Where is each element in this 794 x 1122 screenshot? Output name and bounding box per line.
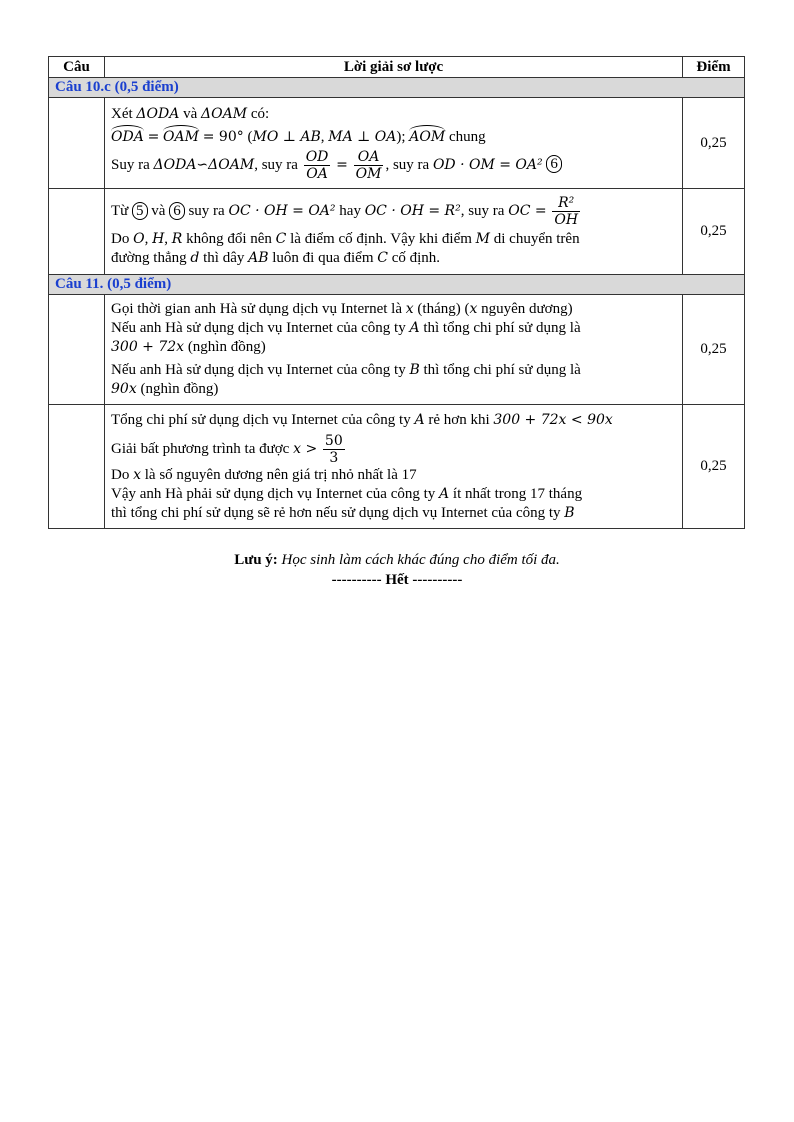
end-marker: ---------- Hết ---------- (331, 572, 463, 588)
question-cell (49, 189, 105, 275)
math: OH (554, 212, 579, 228)
math: C (377, 250, 388, 266)
math: M (475, 231, 491, 247)
equation-number: 5 (132, 202, 148, 220)
math: A (439, 485, 450, 502)
text: chung (448, 128, 486, 145)
text: cố định. (391, 250, 441, 266)
text: và (151, 202, 166, 219)
math: AOM (409, 128, 446, 145)
fraction-oa-om (354, 149, 384, 182)
math: ΔOAM (201, 105, 248, 122)
math: R² (552, 195, 580, 212)
math: MO ⊥ AB (252, 128, 321, 145)
text: luôn đi qua điểm (272, 250, 374, 266)
text: , suy ra (460, 202, 505, 219)
solution-table (48, 56, 745, 529)
section-row (49, 275, 745, 295)
text: Nếu anh Hà sử dụng dịch vụ Internet của công ty (111, 320, 406, 336)
text: Giải bất phương trình ta được (111, 440, 290, 457)
equation-number: 6 (546, 155, 562, 173)
fraction-50-3 (323, 433, 345, 466)
math: A (414, 411, 425, 428)
math: OA (354, 149, 384, 166)
answer-key (48, 56, 744, 529)
solution-cell (105, 189, 683, 275)
text: thì dây (203, 250, 245, 266)
fraction-r2-oh (552, 195, 580, 228)
math: = (147, 128, 160, 145)
math: C (275, 231, 287, 247)
math: x > (293, 440, 318, 457)
note-label: Lưu ý: (234, 552, 278, 568)
text: Suy ra (111, 156, 150, 173)
question-cell (49, 98, 105, 189)
fraction-od-oa (304, 149, 331, 182)
math: A (409, 320, 420, 336)
text: Gọi thời gian anh Hà sử dụng dịch vụ Internet là (111, 301, 402, 317)
text: thì tổng chi phí sử dụng là (423, 320, 581, 336)
math: 90x (111, 381, 137, 397)
text: thì tổng chi phí sử dụng là (423, 362, 581, 378)
text: (nghìn đồng) (140, 381, 219, 397)
score-cell: 0,25 (683, 405, 745, 529)
text: , (164, 231, 169, 247)
table-row (49, 189, 745, 275)
angle-oam (163, 128, 199, 147)
math: ΔODA∽ΔOAM (153, 156, 255, 173)
text: (nghìn đồng) (187, 339, 266, 355)
angle-oda (111, 128, 144, 147)
text: ); (396, 128, 406, 145)
text: là điểm cố định. Vậy khi điểm (290, 231, 472, 247)
math: x (133, 466, 141, 483)
table-row (49, 98, 745, 189)
text: hay (339, 202, 361, 219)
math: OC = (508, 202, 547, 219)
text: , (144, 231, 149, 247)
math: OM (355, 165, 382, 182)
header-solution: Lời giải sơ lược (105, 57, 683, 78)
math: OD (305, 148, 329, 165)
math: R (171, 231, 183, 247)
text: di chuyển trên (493, 231, 580, 247)
section-title-10c: Câu 10.c (0,5 điểm) (49, 78, 745, 98)
text: không đổi nên (186, 231, 272, 247)
section-row (49, 78, 745, 98)
angle-aom (409, 128, 445, 147)
text: là số nguyên dương nên giá trị nhỏ nhất là 17 (144, 466, 417, 483)
math: OC · OH = OA² (228, 202, 336, 219)
math: 3 (329, 449, 339, 466)
math: ODA (111, 128, 144, 145)
solution-cell (105, 295, 683, 405)
math: x (469, 301, 478, 317)
solution-cell (105, 405, 683, 529)
text: Xét (111, 105, 133, 122)
math: 300 + 72x < 90x (493, 411, 613, 428)
math: H (152, 231, 165, 247)
math: B (409, 362, 420, 378)
score-cell: 0,25 (683, 295, 745, 405)
math: OA (306, 165, 328, 182)
text: nguyên dương) (481, 301, 573, 317)
text: , suy ra (254, 156, 298, 173)
score-cell: 0,25 (683, 189, 745, 275)
question-cell (49, 295, 105, 405)
note-text: Học sinh làm cách khác đúng cho điểm tối đa. (281, 552, 560, 568)
solution-cell: Xét ΔODA và ΔOAM có: ODA = OAM = 90° (MO ⊥ AB, MA ⊥ OA); AOM chung Suy ra ΔODA∽ΔOAM, suy ra $\frac{OD}{OA}$ = $\frac{OA}{OM}$ , suy ra OD · OM = OA² 6 (105, 98, 683, 189)
math: 50 (324, 432, 343, 449)
header-score: Điểm (683, 57, 745, 78)
text: Do (111, 466, 130, 483)
text: , (320, 128, 325, 145)
text: ít nhất trong 17 tháng (452, 485, 583, 502)
math: 300 + 72x (111, 339, 185, 355)
equation-number: 6 (169, 202, 185, 220)
text: thì tổng chi phí sử dụng sẽ rẻ hơn nếu sử dụng dịch vụ Internet của công ty (111, 504, 561, 521)
table-header-row (49, 57, 745, 78)
text: ( (247, 128, 253, 145)
math: O (133, 231, 145, 247)
text: có: (250, 105, 270, 122)
section-title-11: Câu 11. (0,5 điểm) (49, 275, 745, 295)
text: Do (111, 231, 130, 247)
math: MA ⊥ OA (328, 128, 397, 145)
math: ΔODA (136, 105, 180, 122)
text: Từ (111, 202, 129, 219)
math: = 90° (202, 128, 244, 145)
text: Tổng chi phí sử dụng dịch vụ Internet của công ty (111, 411, 411, 428)
math: B (564, 504, 575, 521)
math: OC · OH = R² (364, 202, 461, 219)
footer-note (0, 552, 794, 569)
score-cell: 0,25 (683, 98, 745, 189)
text: rẻ hơn khi (428, 411, 490, 428)
math: d (190, 250, 200, 266)
table-row (49, 405, 745, 529)
text: , suy ra (385, 156, 430, 173)
math: x (405, 301, 414, 317)
text: đường thẳng (111, 250, 187, 266)
math: AB (248, 250, 269, 266)
math: OAM (163, 128, 199, 145)
math: OD · OM = OA² (432, 156, 543, 173)
question-cell (49, 405, 105, 529)
text: Vậy anh Hà phải sử dụng dịch vụ Internet của công ty (111, 485, 436, 502)
header-question: Câu (49, 57, 105, 78)
text: suy ra (188, 202, 225, 219)
text: và (183, 105, 198, 122)
text: Nếu anh Hà sử dụng dịch vụ Internet của công ty (111, 362, 406, 378)
table-row (49, 295, 745, 405)
text: (tháng) ( (417, 301, 470, 317)
